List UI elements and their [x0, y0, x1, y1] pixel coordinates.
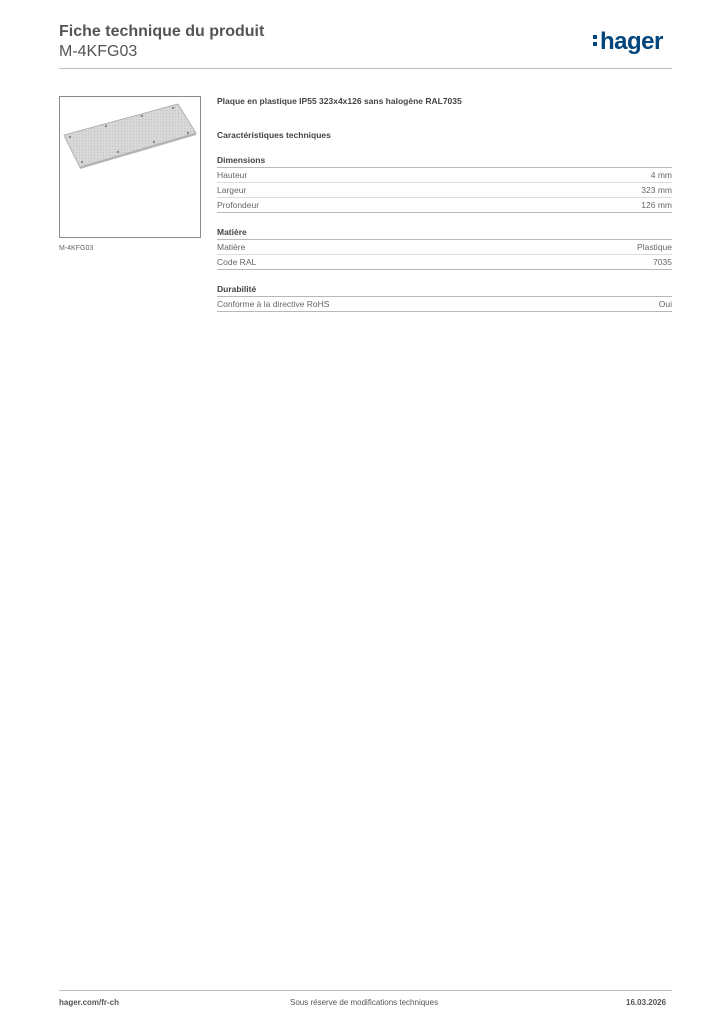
footer-date: 16.03.2026	[626, 998, 667, 1007]
product-code: M-4KFG03	[59, 43, 138, 60]
spec-row	[217, 255, 672, 270]
logo-text: hager	[600, 28, 663, 55]
spec-value: 7035	[653, 257, 672, 267]
spec-value: 126 mm	[641, 200, 672, 210]
specs-section-title: Caractéristiques techniques	[217, 130, 331, 140]
product-image	[59, 96, 201, 238]
spec-group-durability	[217, 283, 672, 312]
footer-notice: Sous réserve de modifications techniques	[290, 998, 439, 1007]
image-caption: M-4KFG03	[59, 245, 94, 252]
spec-value: Plastique	[637, 242, 672, 252]
spec-label: Profondeur	[217, 200, 260, 210]
spec-label: Hauteur	[217, 170, 248, 180]
page-title: Fiche technique du produit	[59, 23, 265, 40]
spec-value: 323 mm	[641, 185, 672, 195]
logo-dots-icon	[593, 34, 598, 48]
spec-row	[217, 168, 672, 183]
spec-group-material	[217, 226, 672, 270]
product-description: Plaque en plastique IP55 323x4x126 sans halogène RAL7035	[217, 96, 462, 106]
spec-label: Matière	[217, 242, 246, 252]
spec-label: Largeur	[217, 185, 247, 195]
spec-group-dimensions	[217, 154, 672, 213]
header-divider	[59, 68, 672, 69]
page-header	[59, 22, 264, 61]
footer-divider	[59, 990, 672, 991]
spec-label: Code RAL	[217, 257, 257, 267]
spec-value: 4 mm	[650, 170, 672, 180]
spec-group-title: Matière	[217, 226, 672, 240]
spec-row	[217, 183, 672, 198]
footer-website-link[interactable]: hager.com/fr-ch	[59, 998, 120, 1007]
spec-value: Oui	[658, 299, 672, 309]
product-details	[217, 96, 672, 312]
spec-row	[217, 240, 672, 255]
spec-label: Conforme à la directive RoHS	[217, 299, 330, 309]
spec-row	[217, 297, 672, 312]
spec-group-title: Durabilité	[217, 283, 672, 297]
plastic-plate-icon	[60, 97, 200, 237]
spec-row	[217, 198, 672, 213]
spec-group-title: Dimensions	[217, 154, 672, 168]
hager-logo	[593, 28, 663, 56]
